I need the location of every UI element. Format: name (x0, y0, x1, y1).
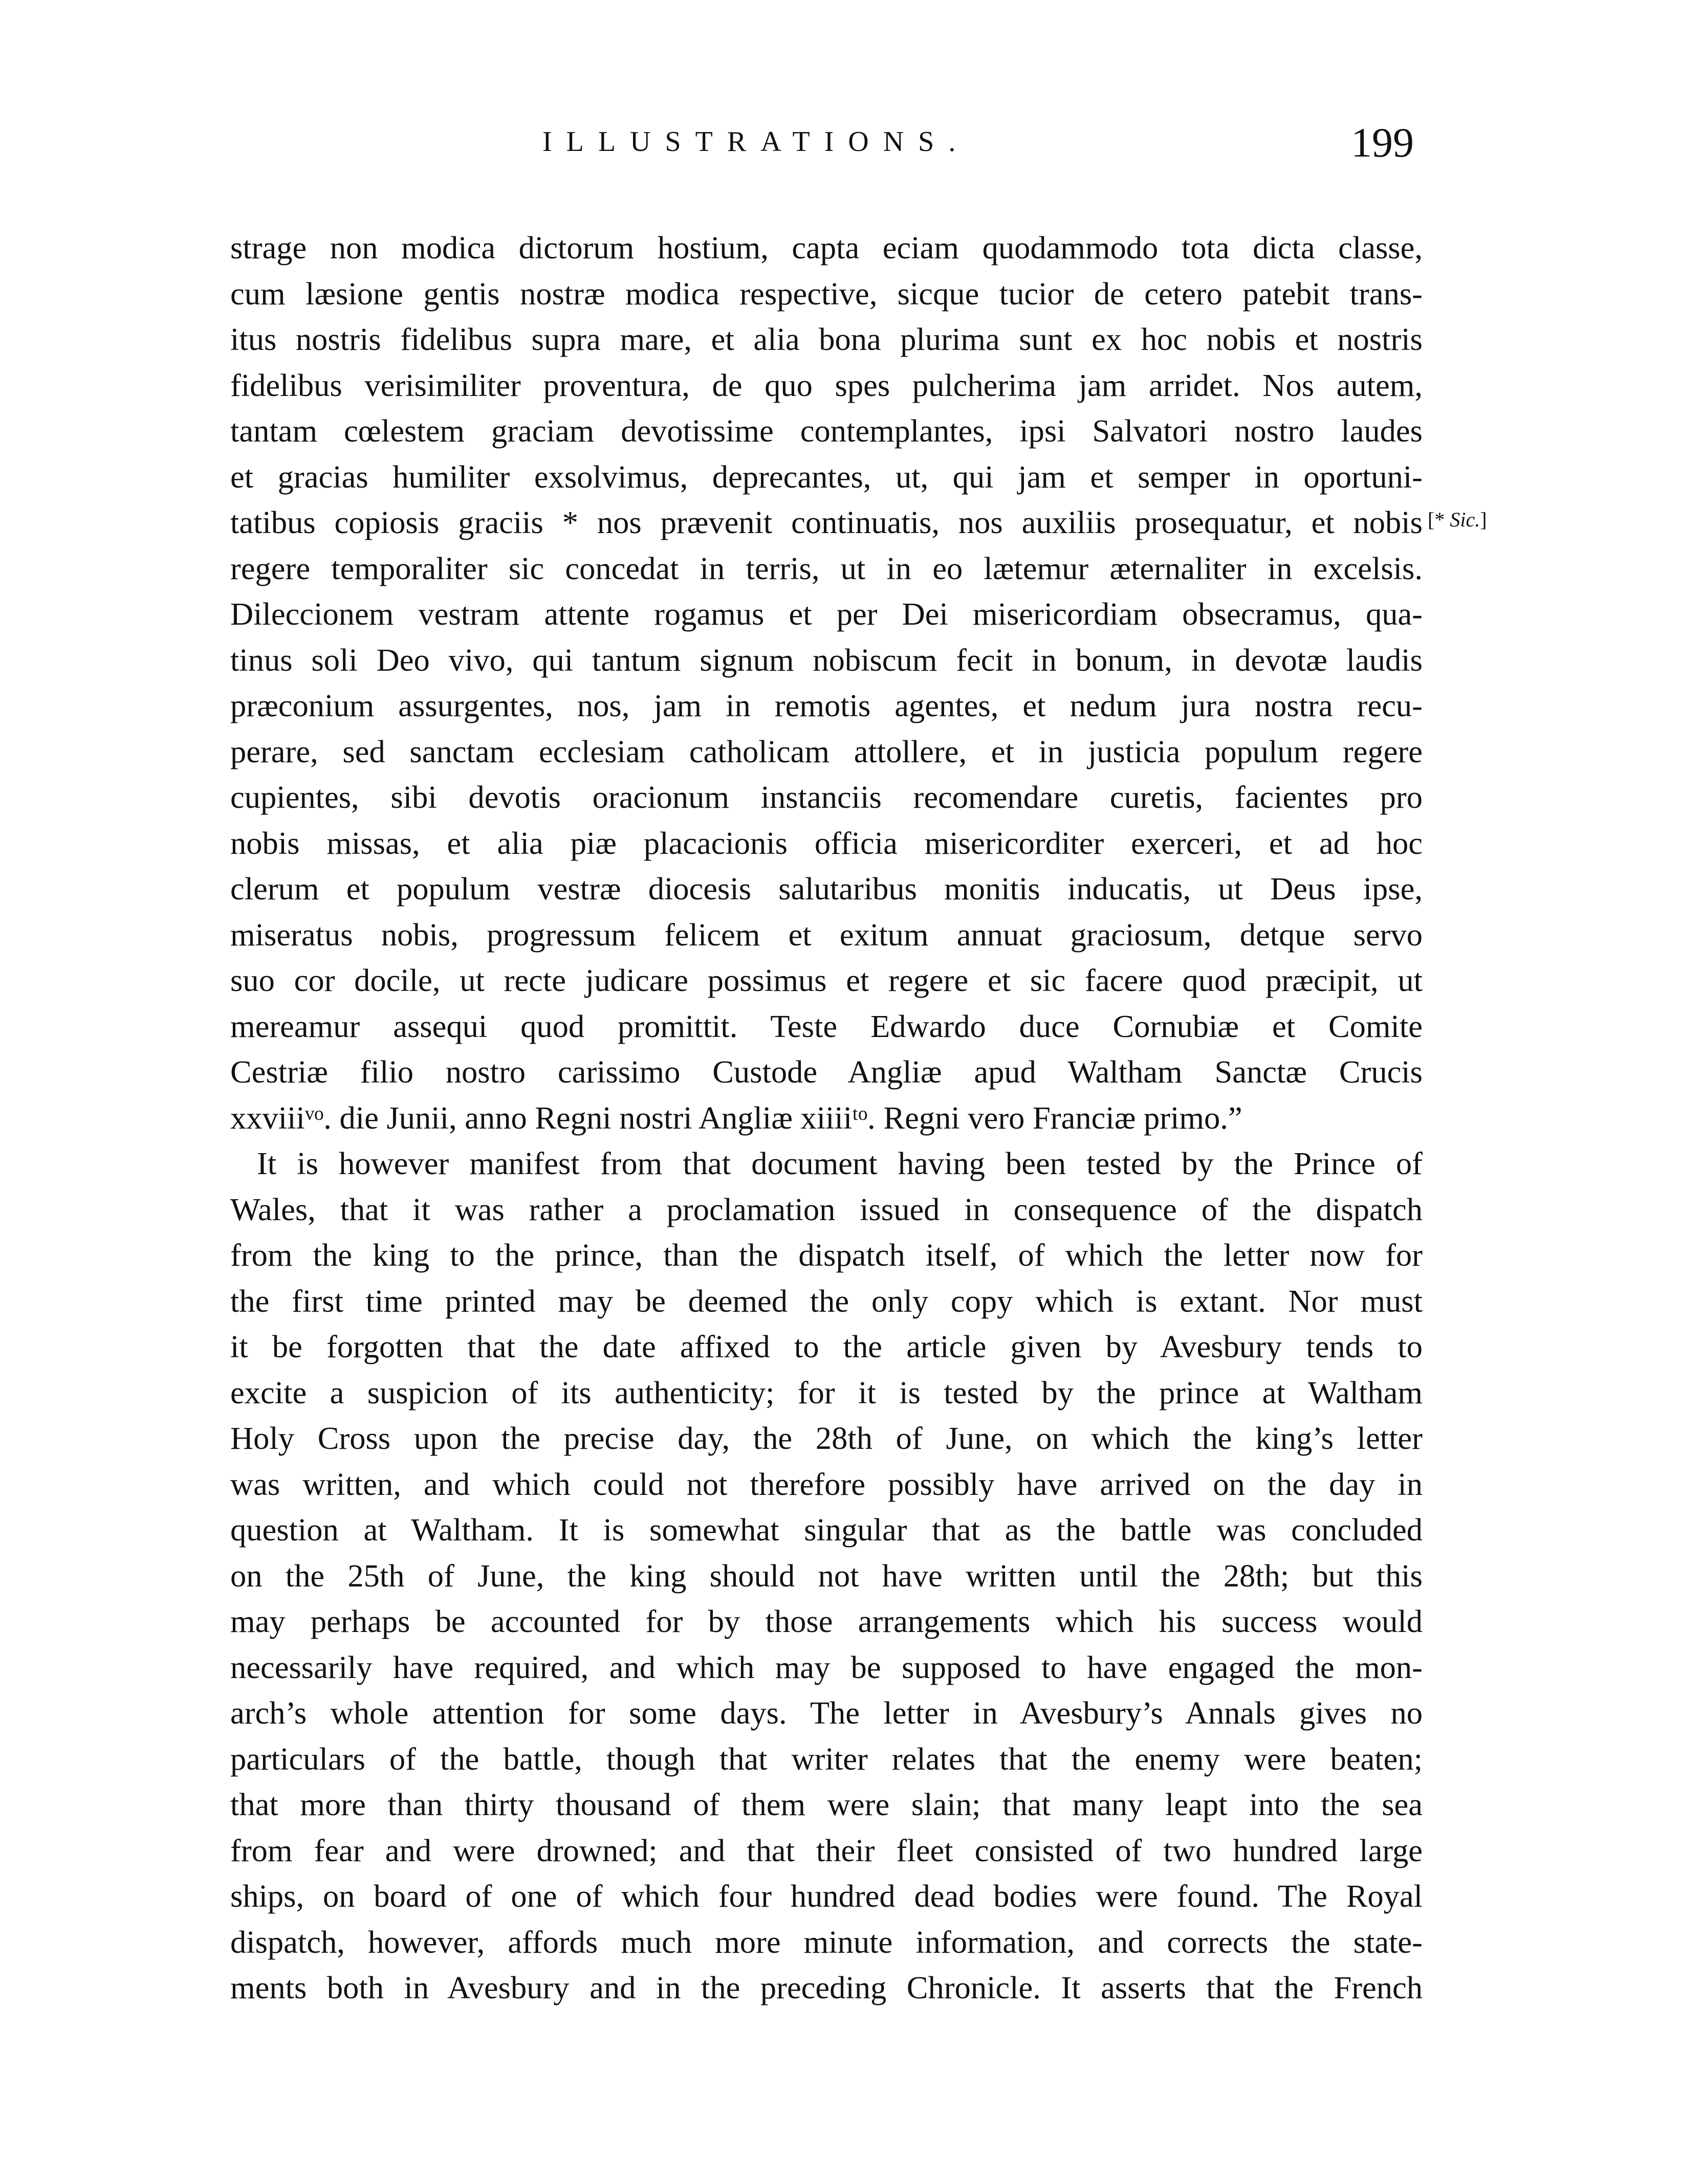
text-line: strage non modica dictorum hostium, capta eciam quodammodo tota dicta classe, (230, 230, 1423, 266)
text-line: Wales, that it was rather a proclamation issued in consequence of the dispatch (230, 1191, 1423, 1227)
text-line: itus nostris fidelibus supra mare, et alia bona plurima sunt ex hoc nobis et nostris (230, 321, 1423, 357)
text-line: it be forgotten that the date affixed to the article given by Avesbury tends to (230, 1329, 1423, 1364)
text-line: ships, on board of one of which four hundred dead bodies were found. The Royal (230, 1878, 1423, 1914)
text-line: question at Waltham. It is somewhat singular that as the battle was concluded (230, 1512, 1423, 1548)
text-line: miseratus nobis, progressum felicem et exitum annuat graciosum, detque servo (230, 916, 1423, 953)
text-line: arch’s whole attention for some days. The letter in Avesbury’s Annals gives no (230, 1695, 1423, 1731)
text-line: Holy Cross upon the precise day, the 28th of June, on which the king’s letter (230, 1420, 1423, 1456)
body-text (230, 225, 1423, 2011)
text-line: tantam cœlestem graciam devotissime contemplantes, ipsi Salvatori nostro laudes (230, 413, 1423, 449)
text-line: the first time printed may be deemed the only copy which is extant. Nor must (230, 1283, 1423, 1319)
text-line: excite a suspicion of its authenticity; for it is tested by the prince at Waltham (230, 1374, 1423, 1410)
margin-note (1428, 508, 1487, 532)
text-line: cum læsione gentis nostræ modica respective, sicque tucior de cetero patebit trans- (230, 275, 1423, 312)
margin-note-close: ] (1480, 508, 1487, 531)
paragraph-commentary (230, 1141, 1423, 2011)
text-line: mereamur assequi quod promittit. Teste Edwardo duce Cornubiæ et Comite (230, 1008, 1423, 1044)
text-line: Dileccionem vestram attente rogamus et per Dei misericordiam obsecramus, qua- (230, 596, 1423, 632)
page-number: 199 (1351, 119, 1414, 166)
text-line: tatibus copiosis graciis * nos prævenit continuatis, nos auxiliis prosequatur, et nobis (230, 504, 1423, 540)
text-line: It is however manifest from that document having been tested by the Prince of (257, 1145, 1423, 1181)
text-line: et gracias humiliter exsolvimus, deprecantes, ut, qui jam et semper in oportuni- (230, 458, 1423, 495)
text-line: regere temporaliter sic concedat in terris, ut in eo lætemur æternaliter in excelsis. (230, 550, 1423, 586)
text-line: Cestriæ filio nostro carissimo Custode Angliæ apud Waltham Sanctæ Crucis (230, 1054, 1423, 1090)
running-head: ILLUSTRATIONS. (542, 126, 970, 158)
text-line: from the king to the prince, than the dispatch itself, of which the letter now for (230, 1237, 1423, 1273)
text-line: præconium assurgentes, nos, jam in remotis agentes, et nedum jura nostra recu- (230, 688, 1423, 723)
text-line: on the 25th of June, the king should not have written until the 28th; but this (230, 1557, 1423, 1594)
text-line: cupientes, sibi devotis oracionum instanciis recomendare curetis, facientes pro (230, 779, 1423, 815)
text-line: was written, and which could not therefore possibly have arrived on the day in (230, 1466, 1423, 1502)
margin-note-sic: Sic. (1450, 508, 1480, 531)
text-line: xxviiiᵛᵒ. die Junii, anno Regni nostri Angliæ xiiiiᵗᵒ. Regni vero Franciæ primo.” (230, 1099, 1242, 1136)
text-line: suo cor docile, ut recte judicare possimus et regere et sic facere quod præcipit, ut (230, 962, 1423, 998)
margin-note-open: [* (1428, 508, 1450, 531)
text-line: dispatch, however, affords much more minute information, and corrects the state- (230, 1924, 1423, 1960)
text-line: from fear and were drowned; and that their fleet consisted of two hundred large (230, 1832, 1423, 1868)
text-line: may perhaps be accounted for by those arrangements which his success would (230, 1603, 1423, 1639)
text-line: nobis missas, et alia piæ placacionis officia misericorditer exerceri, et ad hoc (230, 825, 1423, 861)
text-line: perare, sed sanctam ecclesiam catholicam attollere, et in justicia populum regere (230, 733, 1423, 769)
text-line: ments both in Avesbury and in the preceding Chronicle. It asserts that the French (230, 1970, 1423, 2005)
text-line: particulars of the battle, though that writer relates that the enemy were beaten; (230, 1740, 1423, 1777)
text-line: clerum et populum vestræ diocesis salutaribus monitis inducatis, ut Deus ipse, (230, 871, 1423, 907)
text-line: necessarily have required, and which may be supposed to have engaged the mon- (230, 1649, 1423, 1685)
text-line: tinus soli Deo vivo, qui tantum signum nobiscum fecit in bonum, in devotæ laudis (230, 642, 1423, 678)
paragraph-latin-quotation (230, 225, 1423, 1141)
text-line: fidelibus verisimiliter proventura, de quo spes pulcherima jam arridet. Nos autem, (230, 367, 1423, 403)
text-line: that more than thirty thousand of them were slain; that many leapt into the sea (230, 1786, 1423, 1822)
